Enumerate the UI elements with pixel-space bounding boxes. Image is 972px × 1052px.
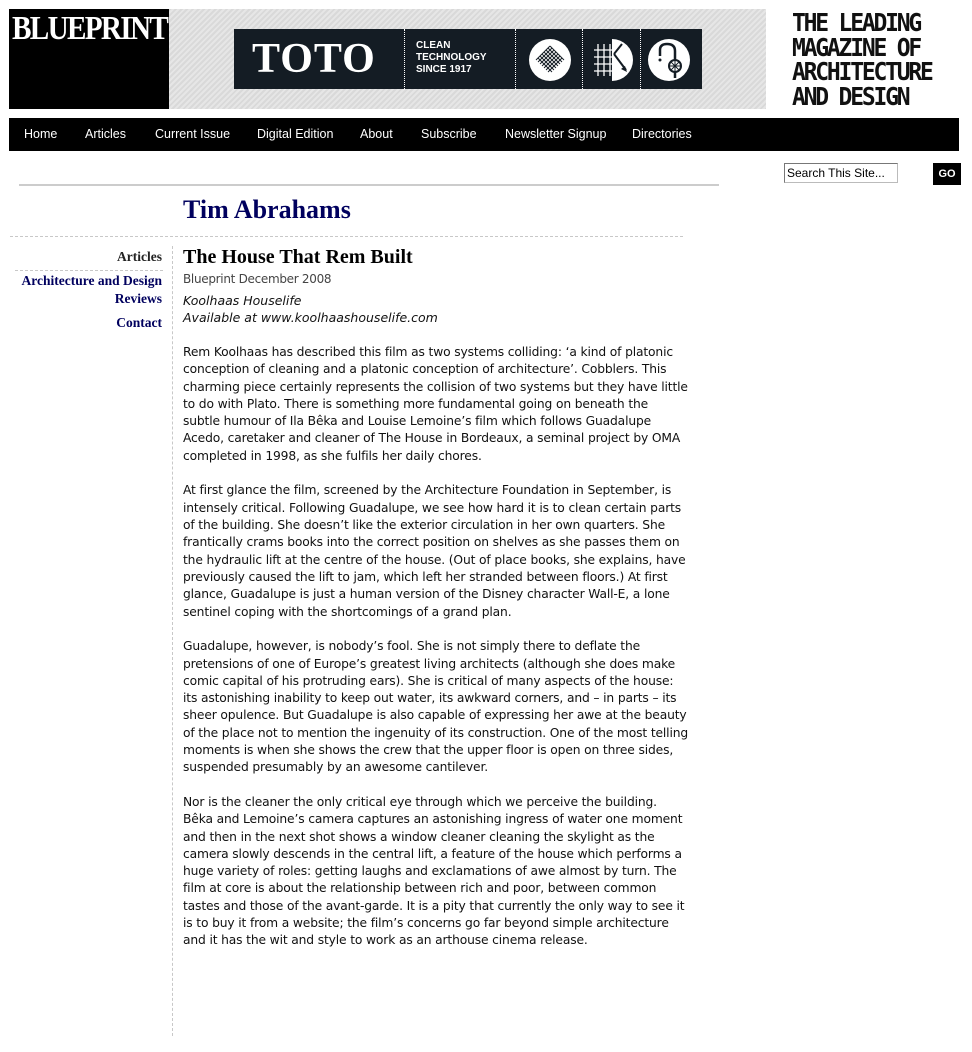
page-title: Tim Abrahams bbox=[183, 195, 351, 224]
faucet-icon bbox=[647, 38, 691, 82]
divider bbox=[19, 184, 719, 186]
woven-pattern-icon bbox=[528, 38, 572, 82]
sidebar-item-architecture-and-design[interactable]: Architecture and Design bbox=[21, 273, 162, 288]
availability-line bbox=[183, 309, 438, 326]
column-divider bbox=[172, 246, 173, 1036]
ad-tagline bbox=[416, 40, 487, 76]
nav-directories[interactable]: Directories bbox=[632, 127, 692, 141]
ad-divider bbox=[404, 29, 405, 89]
ad-brand: TOTO bbox=[252, 36, 376, 82]
article-source: Blueprint December 2008 bbox=[183, 272, 332, 286]
search-go-button[interactable]: GO bbox=[933, 163, 961, 185]
article-body bbox=[183, 344, 688, 967]
logo-text: BLUEPRINT bbox=[12, 10, 168, 47]
nav-about[interactable]: About bbox=[360, 127, 393, 141]
nav-current-issue[interactable]: Current Issue bbox=[155, 127, 231, 141]
tagline-line: AND DESIGN bbox=[792, 81, 909, 111]
toto-advert[interactable] bbox=[234, 29, 702, 89]
nav-digital-edition[interactable]: Digital Edition bbox=[257, 127, 334, 141]
ad-divider bbox=[515, 29, 516, 89]
article-paragraph: Rem Koolhaas has described this film as two systems colliding: ‘a kind of platonic conception of cleaning and a platonic conception of architecture’. Cobblers. This charming piece certainly represents the collision of two systems but they have little to do with Plato. There is something more fundamental going on beneath the subtle humour of Ila Bêka and Louise Lemoine’s film which follows Guadalupe Acedo, caretaker and cleaner of The House in Bordeaux, a seminal project by OMA completed in 1998, as she fulfils her daily chores. bbox=[183, 345, 688, 463]
divider bbox=[10, 236, 683, 237]
nav-home[interactable]: Home bbox=[24, 127, 58, 141]
tagline-line: ARCHITECTURE bbox=[792, 57, 932, 86]
sidebar-item-reviews[interactable]: Reviews bbox=[114, 291, 162, 306]
blueprint-logo[interactable] bbox=[9, 9, 169, 109]
search-input[interactable] bbox=[784, 163, 898, 183]
tagline-line: THE LEADING bbox=[792, 8, 921, 37]
grid-arrow-icon bbox=[590, 38, 634, 82]
article-paragraph: At first glance the film, screened by the Architecture Foundation in September, is intensely critical. Following Guadalupe, we see how hard it is to clean certain parts of the building. She doesn’t like the exterior circulation in her own quarters. She frantically crams books into the correct position on shelves as she passes them on the hydraulic lift at the centre of the house. (Out of place books, she explains, have previously caused the lift to jam, which left her stranded between floors.) At first glance, Guadalupe is just a human version of the Disney character Wall-E, a lone sentinel coping with the shortcomings of a grand plan. bbox=[183, 483, 686, 619]
ad-tag-line: CLEAN bbox=[416, 40, 451, 51]
film-website-link[interactable]: www.koolhaashouselife.com bbox=[260, 310, 438, 325]
main-nav bbox=[9, 118, 959, 151]
ad-tag-line: SINCE 1917 bbox=[416, 64, 472, 75]
ad-tag-line: TECHNOLOGY bbox=[416, 52, 487, 63]
availability-prefix: Available at bbox=[183, 310, 261, 325]
tagline-line: MAGAZINE OF bbox=[792, 32, 921, 62]
film-title: Koolhaas Houselife bbox=[183, 293, 302, 308]
nav-newsletter-signup[interactable]: Newsletter Signup bbox=[505, 127, 607, 141]
sidebar-item-contact[interactable]: Contact bbox=[116, 315, 162, 330]
article-paragraph: Guadalupe, however, is nobody’s fool. She is not simply there to deflate the pretensions of one of Europe’s greatest living architects (although she does make comic capital of his protruding ears). She is critical of many aspects of the house: its astonishing inability to keep out water, its awkward corners, and – in parts – its sheer opulence. But Guadalupe is also capable of expressing her awe at the beauty of the place not to mention the ingenuity of its construction. One of the most telling moments is when she shows the crew that the upper floor is open on three sides, suspended presumably by an awesome cantilever. bbox=[183, 639, 689, 775]
article-title: The House That Rem Built bbox=[183, 246, 413, 268]
nav-subscribe[interactable]: Subscribe bbox=[421, 127, 477, 141]
divider bbox=[15, 270, 163, 271]
article-paragraph: Nor is the cleaner the only critical eye through which we perceive the building. Bêka and Lemoine’s camera captures an astonishing ingress of water one moment and then in the next shot shows a window cleaner cleaning the skylight as the camera slowly descends in the central lift, a feature of the house which performs a huge variety of roles: getting laughs and exclamations of awe almost by turn. The film at core is about the relationship between rich and poor, between common tastes and those of the avant-garde. It is a pity that currently the only way to see it is to buy it from a website; the film’s concerns go far beyond simple architecture and it has the wit and style to work as an arthouse cinema release. bbox=[183, 795, 685, 948]
ad-divider bbox=[640, 29, 641, 89]
ad-divider bbox=[582, 29, 583, 89]
nav-articles[interactable]: Articles bbox=[85, 127, 126, 141]
site-tagline bbox=[792, 8, 932, 111]
sidebar-item-articles[interactable]: Articles bbox=[117, 249, 162, 264]
